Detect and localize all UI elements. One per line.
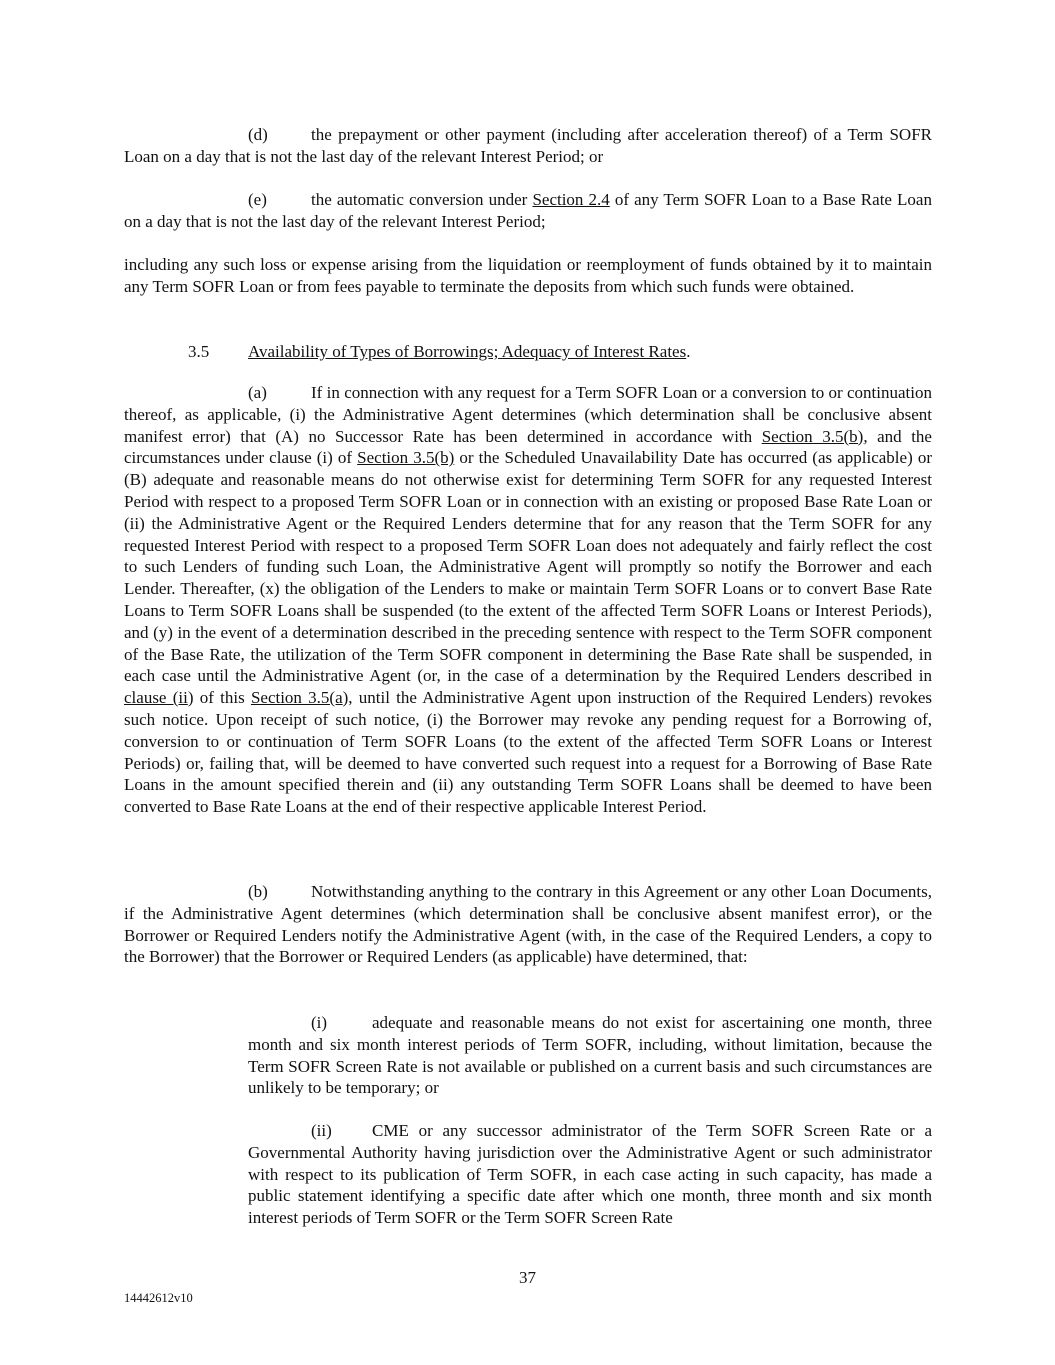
document-id: 14442612v10 [124, 1291, 193, 1305]
paragraph-e-label: (e) [248, 190, 267, 209]
paragraph-e-text-end: of any Term SOFR Loan to a Base Rate Loan on a day that is not the last day of the relevant Interest Period; [124, 190, 932, 231]
paragraph-d [124, 124, 932, 168]
section-2-4-reference: Section 2.4 [532, 190, 610, 209]
paragraph-e [124, 189, 932, 233]
page-number: 37 [519, 1268, 536, 1287]
paragraph-a-label: (a) [248, 383, 267, 402]
paragraph-a-text-4: ), until the Administrative Agent upon instruction of the Required Lenders) revokes such notice. Upon receipt of such notice, (i) the Borrower may revoke any pending request for a Borrowing of, conversion to or continuation of Term SOFR Loans (to the extent of the affected Term SOFR Loans or Interest Periods) or, failing that, will be deemed to have converted such request into a request for a Borrowing of Base Rate Loans in the amount specified therein and (ii) any outstanding Term SOFR Loans shall be deemed to have been converted to Base Rate Loans at the end of their respective applicable Interest Period. [124, 688, 932, 817]
paragraph-e-text-start: the automatic conversion under [311, 190, 533, 209]
paragraph-b-i-label: (i) [311, 1013, 328, 1032]
section-3-5-title: Availability of Types of Borrowings; Adequacy of Interest Rates [248, 342, 687, 361]
paragraph-d-label: (d) [248, 125, 268, 144]
section-3-5b-reference-2: Section 3.5(b) [357, 448, 455, 468]
section-3-5-title-period: . [686, 342, 691, 361]
paragraph-b-i-text: adequate and reasonable means do not exist for ascertaining one month, three month and six month interest periods of Term SOFR, including, without limitation, because the Term SOFR Screen Rate is not available or published on a current basis and such circumstances are unlikely to be temporary; or [248, 1013, 932, 1098]
paragraph-including: including any such loss or expense arising from the liquidation or reemployment of funds obtained by it to maintain any Term SOFR Loan or from fees payable to terminate the deposits from which such funds were obtained. [124, 255, 932, 296]
paragraph-a [124, 382, 932, 818]
paragraph-a-text-mid: ) of this [187, 688, 251, 708]
section-3-5-heading [188, 341, 690, 363]
paragraph-b-label: (b) [248, 882, 268, 901]
clause-ii-reference: clause (ii [124, 688, 188, 708]
paragraph-a-text-2: , and the circumstances under clause (i) of [124, 426, 932, 468]
section-3-5a-reference: Section 3.5(a [250, 688, 343, 708]
paragraph-b-i [248, 1012, 932, 1099]
section-3-5b-reference: Section 3.5(b) [761, 426, 864, 446]
paragraph-b-ii-label: (ii) [311, 1121, 332, 1140]
paragraph-a-text-3: or the Scheduled Unavailability Date has occurred (as applicable) or (B) adequate and reasonable means do not otherwise exist for determining Term SOFR for any requested Interest Period with respect to a proposed Term SOFR Loan or in connection with an existing or proposed Base Rate Loan or (ii) the Administrative Agent or the Required Lenders determine that for any reason that the Term SOFR for any requested Interest Period with respect to a proposed Term SOFR Loan does not adequately and fairly reflect the cost to such Lenders of funding such Loan, the Administrative Agent will promptly so notify the Borrower and each Lender. Thereafter, (x) the obligation of the Lenders to make or maintain Term SOFR Loans or to convert Base Rate Loans to Term SOFR Loans shall be suspended (to the extent of the affected Term SOFR Loans or Interest Periods), and (y) in the event of a determination described in the preceding sentence with respect to the Term SOFR component of the Base Rate, the utilization of the Term SOFR component in determining the Base Rate shall be suspended, in each case until the Administrative Agent (or, in the case of a determination by the Required Lenders described in [124, 448, 932, 686]
paragraph-d-text: the prepayment or other payment (including after acceleration thereof) of a Term SOFR Loan on a day that is not the last day of the relevant Interest Period; or [124, 125, 932, 166]
paragraph-b-ii-text: CME or any successor administrator of the Term SOFR Screen Rate or a Governmental Authority having jurisdiction over the Administrative Agent or such administrator with respect to its publication of Term SOFR, in each case acting in such capacity, has made a public statement identifying a specific date after which one month, three month and six month interest periods of Term SOFR or the Term SOFR Screen Rate [248, 1121, 932, 1228]
paragraph-b-ii [248, 1120, 932, 1229]
paragraph-b [124, 881, 932, 968]
paragraph-a-text-1: If in connection with any request for a Term SOFR Loan or a conversion to or continuation thereof, as applicable, (i) the Administrative Agent determines (which determination shall be conclusive absent manifest error) that (A) no Successor Rate has been determined in accordance with [124, 383, 932, 446]
section-3-5-number: 3.5 [188, 342, 210, 361]
paragraph-b-text: Notwithstanding anything to the contrary in this Agreement or any other Loan Documents, if the Administrative Agent determines (which determination shall be conclusive absent manifest error), or the Borrower or Required Lenders notify the Administrative Agent (with, in the case of the Required Lenders, a copy to the Borrower) that the Borrower or Required Lenders (as applicable) have determined, that: [124, 882, 932, 967]
